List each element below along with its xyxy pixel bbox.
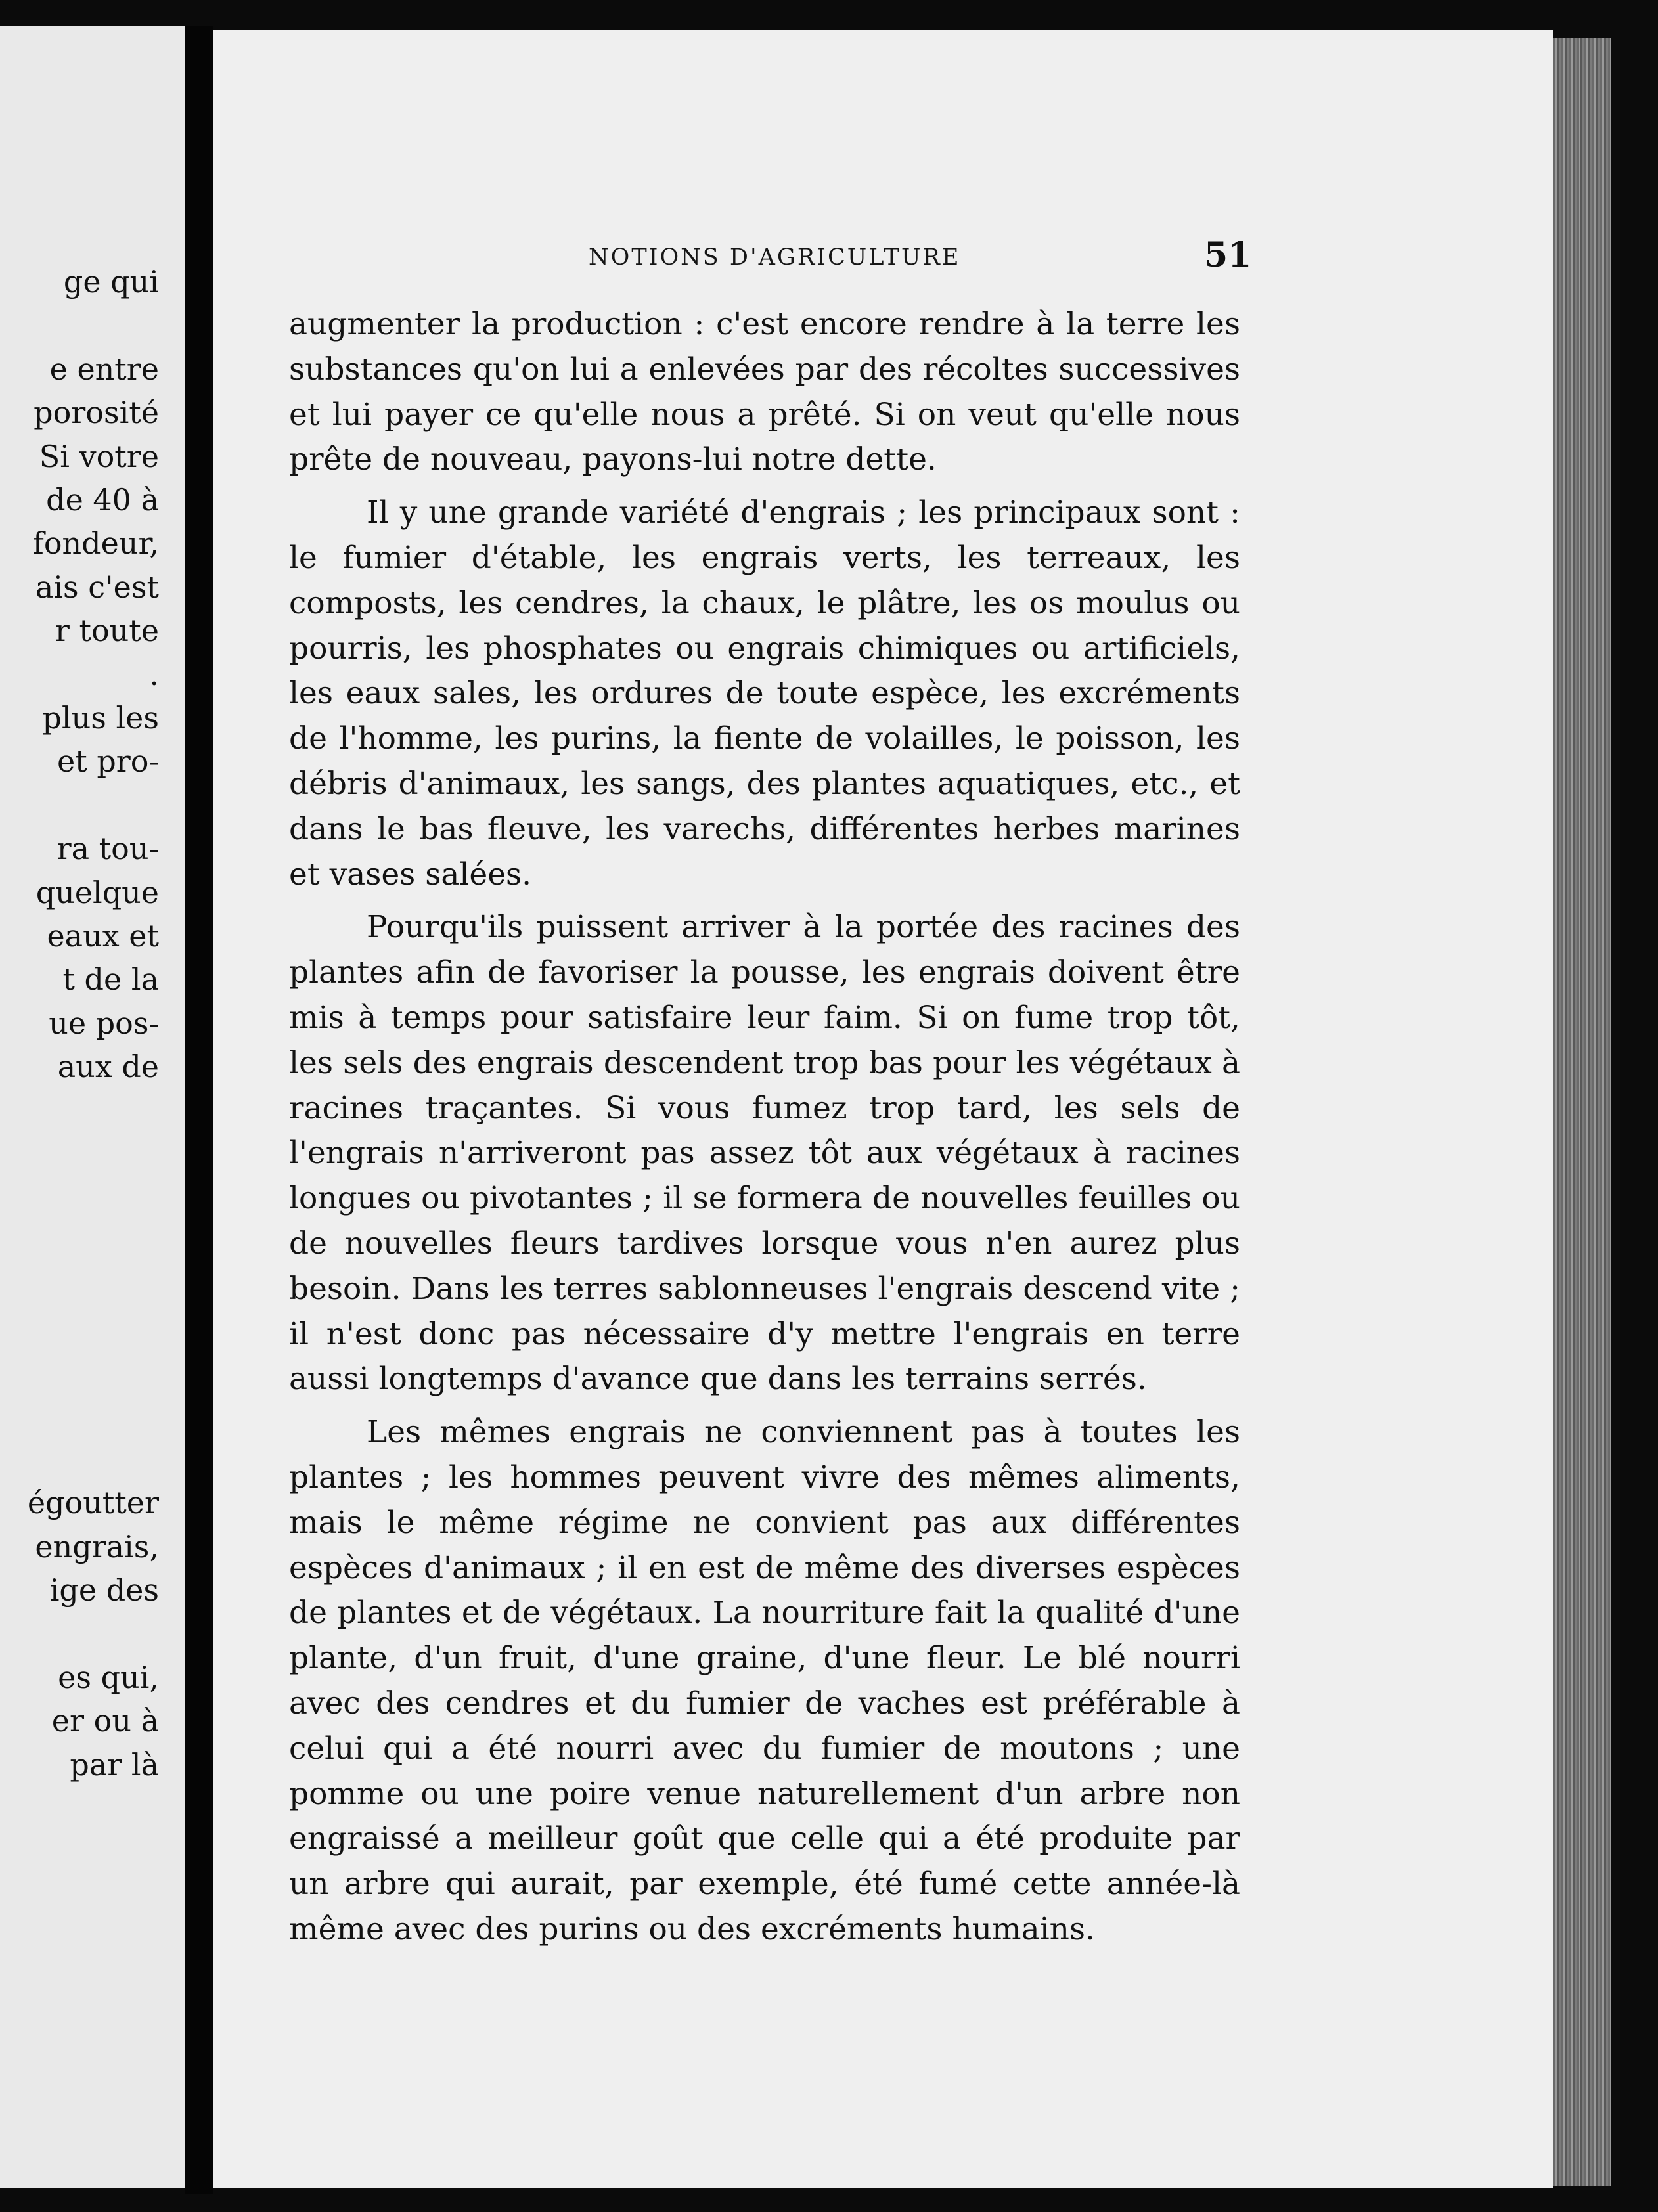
running-title: NOTIONS D'AGRICULTURE [589, 244, 961, 271]
page-edges [1553, 38, 1611, 2186]
previous-page-fragment [0, 26, 185, 2188]
body-text [289, 302, 1240, 1960]
previous-page-line: ue pos- [49, 1005, 159, 1041]
previous-page-line: égoutter [27, 1485, 159, 1521]
previous-page-line: engrais, [35, 1528, 159, 1564]
previous-page-line: t de la [62, 962, 159, 998]
previous-page-line: ige des [49, 1572, 159, 1608]
previous-page-line: ge qui [63, 264, 159, 299]
paragraph: Il y une grande variété d'engrais ; les principaux sont : le fumier d'étable, les engrais verts, les terreaux, les composts, les cendres, la chaux, le plâtre, les os moulus ou pourris, les phosphates ou engrais chimiques ou artificiels, les eaux sales, les ordures de toute espèce, les excréments de l'homme, les purins, la fiente de volailles, le poisson, les débris d'animaux, les sangs, des plantes aquatiques, etc., et dans le bas fleuve, les varechs, différentes herbes marines et vases salées. [289, 495, 1240, 893]
previous-page-line: e entre [49, 351, 159, 387]
previous-page-line: r toute [55, 613, 159, 649]
previous-page-line: Si votre [39, 438, 159, 474]
paragraph: augmenter la production : c'est encore rendre à la terre les substances qu'on lui a enlevées par des récoltes successives et lui payer ce qu'elle nous a prêté. Si on veut qu'elle nous prête de nouveau, payons-lui notre dette. [289, 306, 1240, 478]
previous-page-line: porosité [34, 395, 159, 431]
previous-page-line: aux de [57, 1049, 159, 1085]
previous-page-line: ais c'est [35, 569, 159, 605]
previous-page-line: fondeur, [32, 525, 159, 562]
previous-page-line: quelque [35, 874, 159, 910]
previous-page-line: er ou à [51, 1703, 159, 1739]
previous-page-line: plus les [42, 700, 159, 736]
paragraph: Pourqu'ils puissent arriver à la portée des racines des plantes afin de favoriser la pousse, les engrais doivent être mis à temps pour satisfaire leur faim. Si on fume trop tôt, les sels des engrais descendent trop bas pour les végétaux à racines traçantes. Si vous fumez trop tard, les sels de l'engrais n'arriveront pas assez tôt aux végétaux à racines longues ou pivotantes ; il se formera de nouvelles feuilles ou de nouvelles fleurs tardives lorsque vous n'en aurez plus besoin. Dans les terres sablonneuses l'engrais descend vite ; il n'est donc pas nécessaire d'y mettre l'engrais en terre aussi longtemps d'avance que dans les terrains serrés. [289, 909, 1240, 1398]
previous-page-line: . [149, 656, 159, 692]
previous-page-line: et pro- [56, 743, 159, 780]
book-spine [185, 26, 213, 2194]
previous-page-line: es qui, [58, 1659, 159, 1695]
previous-page-line: ra tou- [56, 831, 159, 867]
previous-page-line: par là [70, 1746, 159, 1782]
previous-page-line: eaux et [47, 918, 159, 954]
previous-page-line: de 40 à [46, 482, 159, 518]
paragraph: Les mêmes engrais ne conviennent pas à toutes les plantes ; les hommes peuvent vivre des mêmes aliments, mais le même régime ne convient pas aux différentes espèces d'animaux ; il en est de même des diverses espèces de plantes et de végétaux. La nourriture fait la qualité d'une plante, d'un fruit, d'une graine, d'une fleur. Le blé nourri avec des cendres et du fumier de vaches est préférable à celui qui a été nourri avec du fumier de moutons ; une pomme ou une poire venue naturellement d'un arbre non engraissé a meilleur goût que celle qui a été produite par un arbre qui aurait, par exemple, été fumé cette année-là même avec des purins ou des excréments humains. [289, 1414, 1240, 1947]
page-number: 51 [1204, 235, 1252, 275]
